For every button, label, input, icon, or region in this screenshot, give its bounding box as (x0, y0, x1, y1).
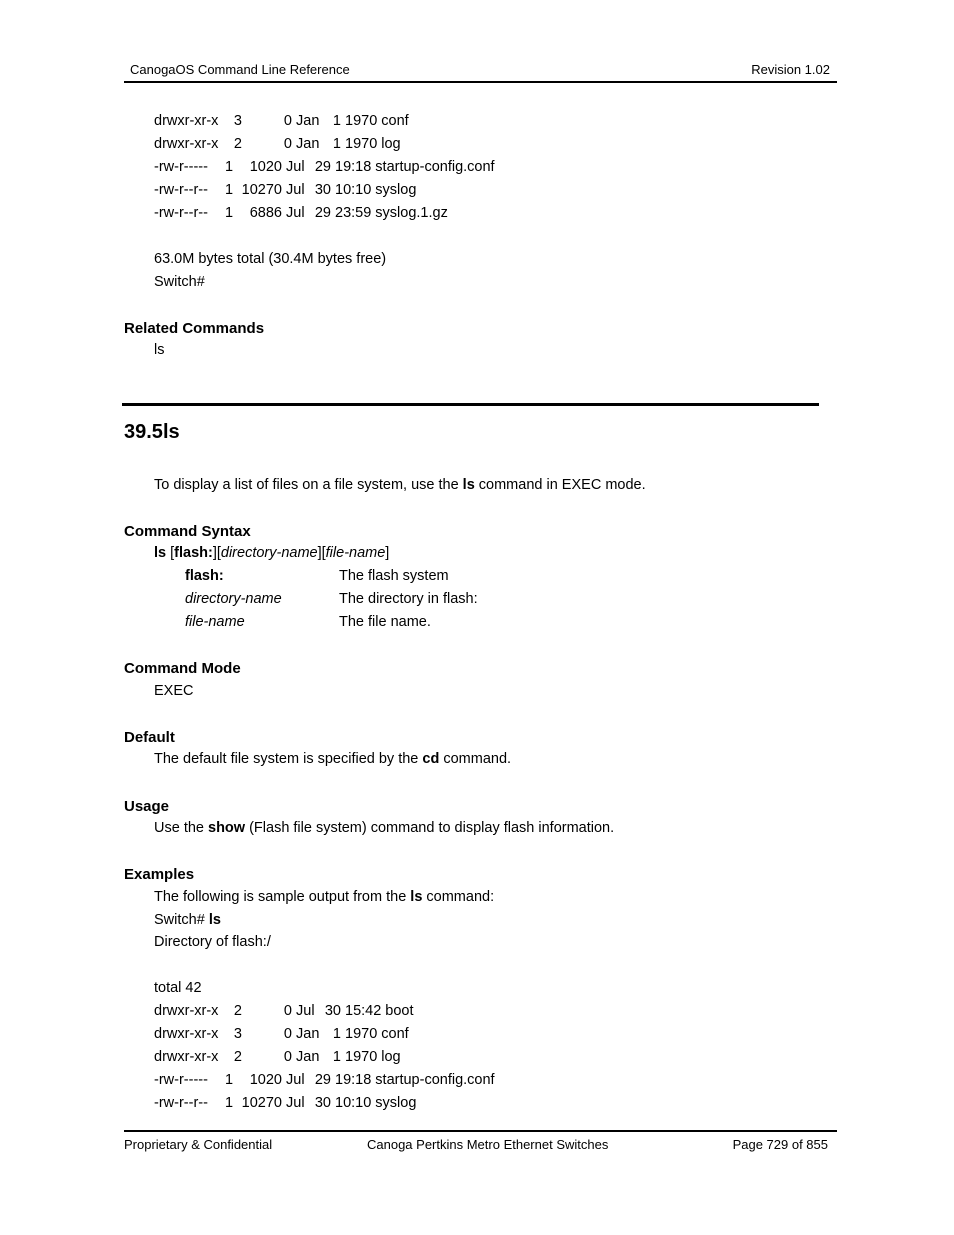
param-desc: The directory in flash: (339, 591, 478, 607)
listing-perm: drwxr-xr-x (154, 1026, 219, 1042)
param-name: directory-name (185, 591, 282, 607)
listing-perm: drwxr-xr-x (154, 113, 219, 129)
header-rule (124, 81, 837, 83)
listing-size: 0 (283, 113, 292, 129)
listing-filename: conf (381, 113, 409, 129)
usage-heading: Usage (124, 798, 170, 815)
listing-month: Jul (286, 1095, 305, 1111)
footer-page: Page 729 of 855 (732, 1137, 828, 1152)
listing-links: 1 (225, 1095, 234, 1111)
listing-size: 0 (283, 136, 292, 152)
listing-size: 10270 (241, 1095, 282, 1111)
syntax-heading: Command Syntax (124, 523, 251, 540)
related-heading: Related Commands (124, 320, 265, 337)
syntax-bracket: [ (166, 545, 175, 561)
footer-left: Proprietary & Confidential (124, 1137, 273, 1152)
usage-command: show (208, 820, 246, 836)
usage-text (154, 820, 614, 836)
listing-month: Jan (296, 136, 320, 152)
listing-line (154, 1072, 495, 1088)
section-number: 39.5 (124, 421, 163, 443)
listing-filename: log (381, 136, 401, 152)
listing-filename: boot (385, 1003, 414, 1019)
section-rule (122, 403, 819, 406)
listing-time: 23:59 (335, 205, 372, 221)
listing-line (154, 136, 401, 152)
footer-center: Canoga Pertkins Metro Ethernet Switches (367, 1137, 609, 1152)
usage-before: Use the (154, 820, 208, 836)
listing-filename: syslog (375, 1095, 417, 1111)
examples-intro (154, 889, 494, 905)
syntax-bracket: ] (385, 545, 390, 561)
footer-rule (124, 1130, 837, 1132)
listing-time: 1970 (345, 1049, 378, 1065)
listing-perm: -rw-r--r-- (154, 182, 208, 198)
listing-line (154, 205, 448, 221)
listing-filename: startup-config.conf (375, 159, 495, 175)
examples-total: total 42 (154, 980, 202, 996)
top-prompt: Switch# (154, 274, 205, 290)
default-after: command. (439, 751, 512, 767)
related-item: ls (154, 342, 165, 358)
listing-perm: -rw-r----- (154, 1072, 208, 1088)
listing-day: 1 (332, 113, 341, 129)
param-desc: The file name. (339, 614, 431, 630)
listing-line (154, 113, 409, 129)
intro-text (154, 477, 646, 493)
syntax-dir: directory-name (220, 545, 318, 561)
syntax-bracket: ][ (212, 545, 221, 561)
listing-time: 19:18 (335, 1072, 372, 1088)
listing-links: 1 (225, 1072, 234, 1088)
param-name: flash: (185, 568, 224, 584)
examples-intro-before: The following is sample output from the (154, 889, 411, 905)
listing-time: 1970 (345, 136, 378, 152)
intro-before: To display a list of files on a file system, use the (154, 477, 463, 493)
section-title: ls (162, 421, 180, 443)
listing-day: 30 (314, 1095, 331, 1111)
listing-filename: log (381, 1049, 401, 1065)
prompt-command: ls (208, 912, 221, 928)
listing-links: 3 (233, 113, 242, 129)
listing-day: 30 (314, 182, 331, 198)
listing-perm: -rw-r----- (154, 159, 208, 175)
section-heading (124, 421, 180, 444)
listing-perm: drwxr-xr-x (154, 1049, 219, 1065)
listing-month: Jan (296, 113, 320, 129)
param-desc: The flash system (339, 568, 449, 584)
mode-heading: Command Mode (124, 660, 241, 677)
listing-time: 19:18 (335, 159, 372, 175)
prompt-text: Switch# (154, 912, 209, 928)
listing-month: Jan (296, 1026, 320, 1042)
default-command: cd (422, 751, 440, 767)
listing-size: 1020 (249, 1072, 282, 1088)
listing-month: Jul (286, 205, 305, 221)
listing-size: 0 (283, 1003, 292, 1019)
examples-dir-line: Directory of flash:/ (154, 934, 271, 950)
listing-time: 10:10 (335, 1095, 372, 1111)
listing-size: 1020 (249, 159, 282, 175)
listing-filename: syslog (375, 182, 417, 198)
listing-time: 10:10 (335, 182, 372, 198)
listing-month: Jul (296, 1003, 315, 1019)
listing-time: 15:42 (345, 1003, 382, 1019)
listing-links: 1 (225, 205, 234, 221)
listing-month: Jul (286, 1072, 305, 1088)
listing-links: 2 (233, 136, 242, 152)
listing-day: 1 (332, 1049, 341, 1065)
syntax-file: file-name (325, 545, 386, 561)
listing-line (154, 1003, 414, 1019)
intro-command: ls (462, 477, 475, 493)
listing-day: 29 (314, 1072, 331, 1088)
listing-line (154, 1049, 401, 1065)
listing-line (154, 159, 495, 175)
top-summary: 63.0M bytes total (30.4M bytes free) (154, 251, 387, 267)
syntax-flash: flash: (174, 545, 213, 561)
listing-month: Jul (286, 182, 305, 198)
listing-line (154, 182, 416, 198)
default-text (154, 751, 511, 767)
listing-perm: drwxr-xr-x (154, 1003, 219, 1019)
listing-size: 10270 (241, 182, 282, 198)
examples-intro-after: command: (422, 889, 495, 905)
listing-links: 1 (225, 159, 234, 175)
examples-heading: Examples (124, 866, 195, 883)
examples-intro-command: ls (410, 889, 423, 905)
usage-after: (Flash file system) command to display flash information. (245, 820, 615, 836)
param-name: file-name (185, 614, 245, 630)
listing-size: 6886 (249, 205, 282, 221)
listing-month: Jan (296, 1049, 320, 1065)
listing-day: 30 (324, 1003, 341, 1019)
default-heading: Default (124, 729, 175, 746)
listing-perm: -rw-r--r-- (154, 1095, 208, 1111)
listing-day: 1 (332, 136, 341, 152)
syntax-cmd: ls (154, 545, 167, 561)
listing-filename: syslog.1.gz (375, 205, 448, 221)
listing-month: Jul (286, 159, 305, 175)
listing-perm: -rw-r--r-- (154, 205, 208, 221)
listing-filename: startup-config.conf (375, 1072, 495, 1088)
listing-filename: conf (381, 1026, 409, 1042)
listing-links: 2 (233, 1003, 242, 1019)
syntax-line (154, 545, 389, 561)
header-title: CanogaOS Command Line Reference (130, 62, 350, 77)
default-before: The default file system is specified by the (154, 751, 423, 767)
listing-line (154, 1026, 409, 1042)
listing-links: 1 (225, 182, 234, 198)
mode-value: EXEC (154, 683, 194, 699)
examples-prompt (154, 912, 221, 928)
listing-day: 29 (314, 205, 331, 221)
header-revision: Revision 1.02 (751, 62, 830, 77)
listing-day: 29 (314, 159, 331, 175)
listing-size: 0 (283, 1049, 292, 1065)
listing-links: 2 (233, 1049, 242, 1065)
listing-time: 1970 (345, 113, 378, 129)
listing-time: 1970 (345, 1026, 378, 1042)
listing-perm: drwxr-xr-x (154, 136, 219, 152)
listing-day: 1 (332, 1026, 341, 1042)
listing-line (154, 1095, 416, 1111)
listing-links: 3 (233, 1026, 242, 1042)
intro-after: command in EXEC mode. (474, 477, 646, 493)
listing-size: 0 (283, 1026, 292, 1042)
syntax-bracket: ][ (317, 545, 326, 561)
